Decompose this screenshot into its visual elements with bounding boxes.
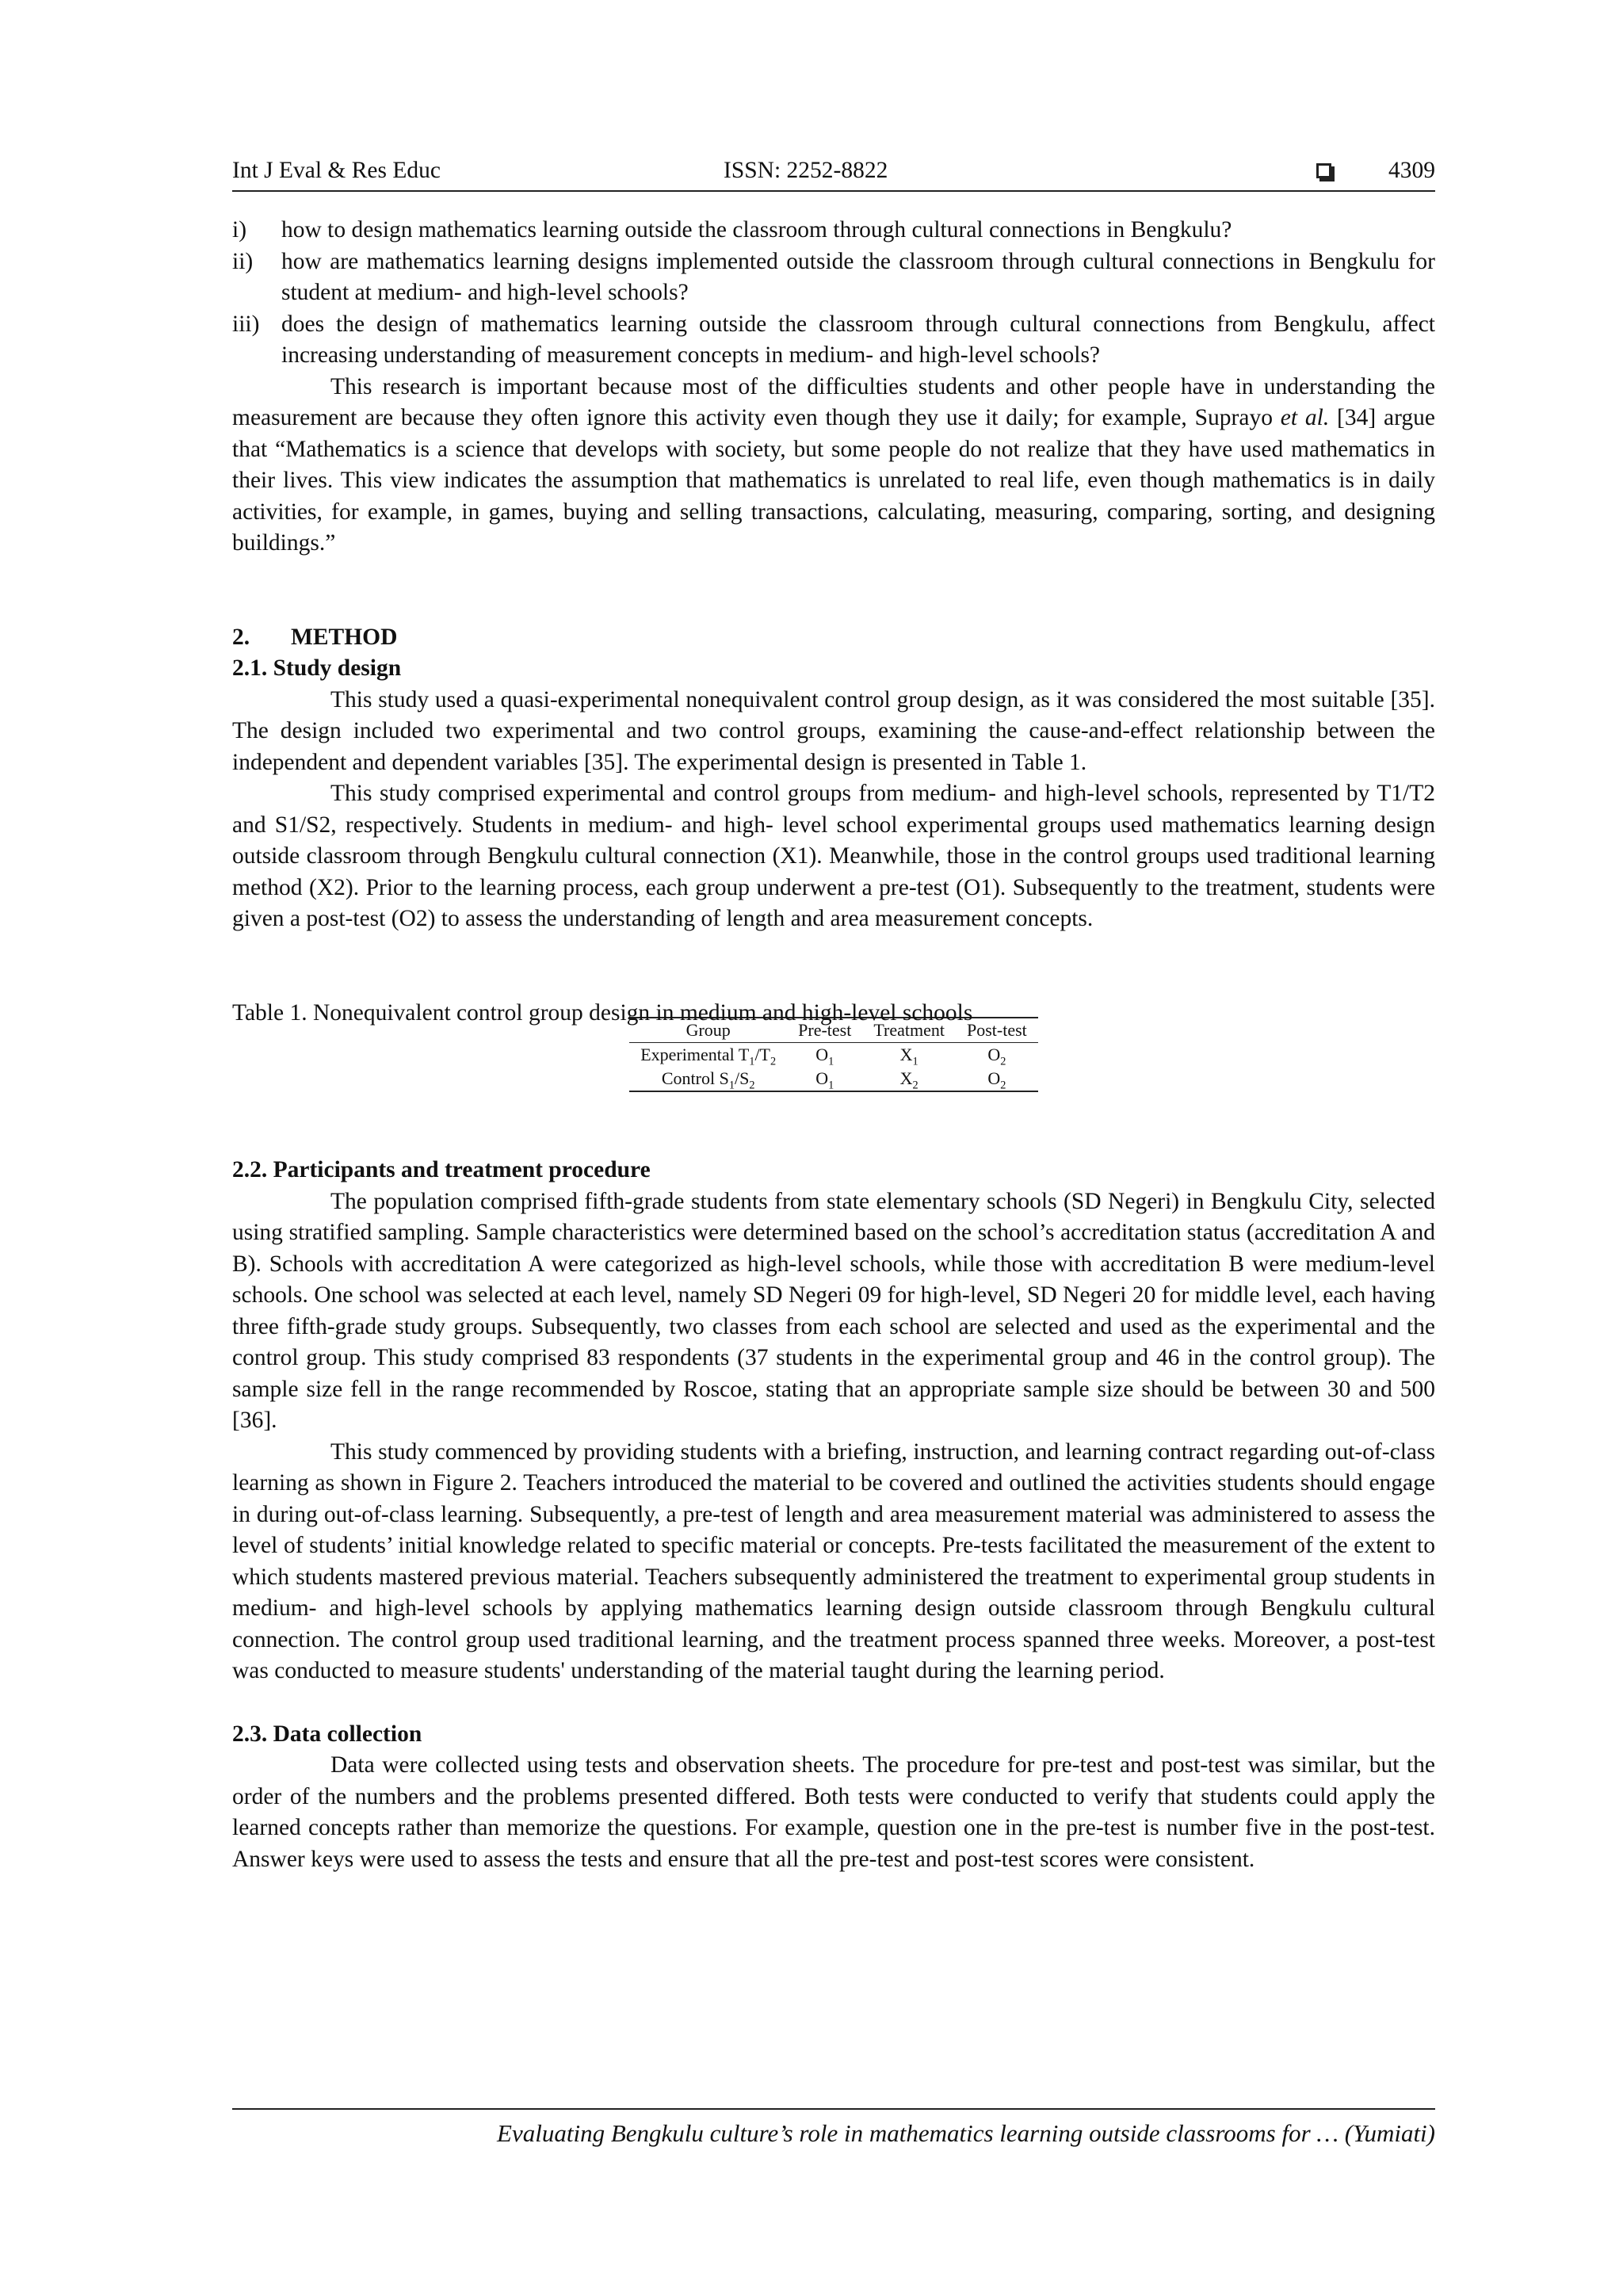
- table-header-cell: Treatment: [862, 1018, 956, 1043]
- table-cell-treatment: $X_2$: [899, 1068, 918, 1092]
- page-box-icon: [1316, 163, 1331, 178]
- section-title: METHOD: [291, 624, 398, 650]
- list-item-number: iii): [232, 311, 260, 337]
- table-cell-pretest: $O_1$: [815, 1068, 834, 1092]
- journal-name: Int J Eval & Res Educ: [232, 158, 441, 183]
- subsection-heading-data-collection: 2.3. Data collection: [232, 1721, 422, 1747]
- table-row: [629, 1043, 1038, 1068]
- running-footer: [232, 2108, 1435, 2149]
- running-header: [232, 155, 1435, 192]
- issn: ISSN: 2252-8822: [724, 158, 888, 183]
- intro-text-part2: [34] argue that “Mathematics is a science that develops with society, but some people do not realize that they have used mathematics in their lives. This view indicates the assumption that mathematics is unrelated to real life, even though mathematics is in daily activities, for example, in games, buying and selling transactions, calculating, measuring, comparing, sorting, and designing buildings.”: [232, 405, 1435, 556]
- running-title: Evaluating Bengkulu culture’s role in mathematics learning outside classrooms for … (Yumiati): [497, 2119, 1435, 2147]
- intro-text-part1: This research is important because most of the difficulties students and other people have in understanding the measurement are because they often ignore this activity even though they use it daily; for example, Suprayo: [232, 373, 1435, 430]
- table-header-cell: Pre-test: [787, 1018, 862, 1043]
- table-cell-posttest: $O_2$: [987, 1045, 1006, 1068]
- table-cell-group: Experimental $T_1/T_2$: [640, 1045, 777, 1068]
- page-number: 4309: [1388, 158, 1435, 183]
- table-row: [629, 1067, 1038, 1091]
- intro-etal: et al.: [1280, 405, 1330, 430]
- list-item-text: does the design of mathematics learning outside the classroom through cultural connections from Bengkulu, affect increasing understanding of measurement concepts in medium- and high-level schools?: [281, 311, 1435, 368]
- list-item-text: how to design mathematics learning outside the classroom through cultural connections in Bengkulu?: [281, 217, 1232, 243]
- list-item: [232, 246, 1435, 309]
- table-header-cell: Post-test: [956, 1018, 1038, 1043]
- table-cell-treatment: $X_1$: [899, 1045, 918, 1068]
- section-heading-method: [232, 622, 1435, 654]
- list-item-text: how are mathematics learning designs implemented outside the classroom through cultural connections in Bengkulu for student at medium- and high-level schools?: [281, 248, 1435, 305]
- paragraph: This study commenced by providing students with a briefing, instruction, and learning contract regarding out-of-class learning as shown in Figure 2. Teachers introduced the material to be covered and outlined the activities students should engage in during out-of-class learning. Subsequently, a pre-test of length and area measurement material was administered to assess the level of students’ initial knowledge related to specific material or concepts. Pre-tests facilitated the measurement of the extent to which students mastered previous material. Teachers subsequently administered the treatment to experimental group students in medium- and high-level schools by applying mathematics learning design outside classroom through Bengkulu cultural connection. The control group used traditional learning, and the treatment process spanned three weeks. Moreover, a post-test was conducted to measure students' understanding of the material taught during the learning period.: [232, 1438, 1435, 1683]
- table-header-cell: Group: [629, 1018, 787, 1043]
- list-item: [232, 309, 1435, 372]
- subsection-heading-participants: 2.2. Participants and treatment procedure: [232, 1157, 651, 1182]
- list-item: [232, 215, 1435, 246]
- list-item-number: i): [232, 217, 247, 243]
- intro-paragraph: [232, 372, 1435, 560]
- body-content: [232, 215, 1435, 1875]
- paragraph: This study comprised experimental and control groups from medium- and high-level schools, represented by T1/T2 and S1/S2, respectively. Students in medium- and high- level school experimental groups used mathematics learning design outside classroom through Bengkulu cultural connection (X1). Meanwhile, those in the control groups used traditional learning method (X2). Prior to the learning process, each group underwent a pre-test (O1). Subsequently to the treatment, students were given a post-test (O2) to assess the understanding of length and area measurement concepts.: [232, 781, 1435, 931]
- paragraph: Data were collected using tests and observation sheets. The procedure for pre-test and post-test was similar, but the order of the numbers and the problems presented differed. Both tests were conducted to verify that students could apply the learned concepts rather than memorize the questions. For example, question one in the pre-test is number five in the post-test. Answer keys were used to assess the tests and ensure that all the pre-test and post-test scores were consistent.: [232, 1752, 1435, 1872]
- table-cell-group: Control $S_1/S_2$: [661, 1068, 755, 1092]
- table-cell-posttest: $O_2$: [987, 1068, 1006, 1092]
- paragraph: This study used a quasi-experimental nonequivalent control group design, as it was considered the most suitable [35]. The design included two experimental and two control groups, examining the cause-and-effect relationship between the independent and dependent variables [35]. The experimental design is presented in Table 1.: [232, 686, 1435, 775]
- table-cell-pretest: $O_1$: [815, 1045, 834, 1068]
- list-item-number: ii): [232, 248, 254, 274]
- research-questions-list: [232, 215, 1435, 372]
- table-caption: Table 1. Nonequivalent control group design in medium and high-level schools: [232, 999, 973, 1026]
- subsection-heading-study-design: 2.1. Study design: [232, 655, 402, 681]
- section-number: 2.: [232, 624, 250, 650]
- paragraph: The population comprised fifth-grade students from state elementary schools (SD Negeri) in Bengkulu City, selected using stratified sampling. Sample characteristics were determined based on the school’s accreditation status (accreditation A and B). Schools with accreditation A were categorized as high-level schools, while those with accreditation B were medium-level schools. One school was selected at each level, namely SD Negeri 09 for high-level, SD Negeri 20 for middle level, each having three fifth-grade study groups. Subsequently, two classes from each school are selected and used as the experimental and the control group. This study comprised 83 respondents (37 students in the experimental group and 46 in the control group). The sample size fell in the range recommended by Roscoe, stating that an appropriate sample size should be between 30 and 500 [36].: [232, 1188, 1435, 1433]
